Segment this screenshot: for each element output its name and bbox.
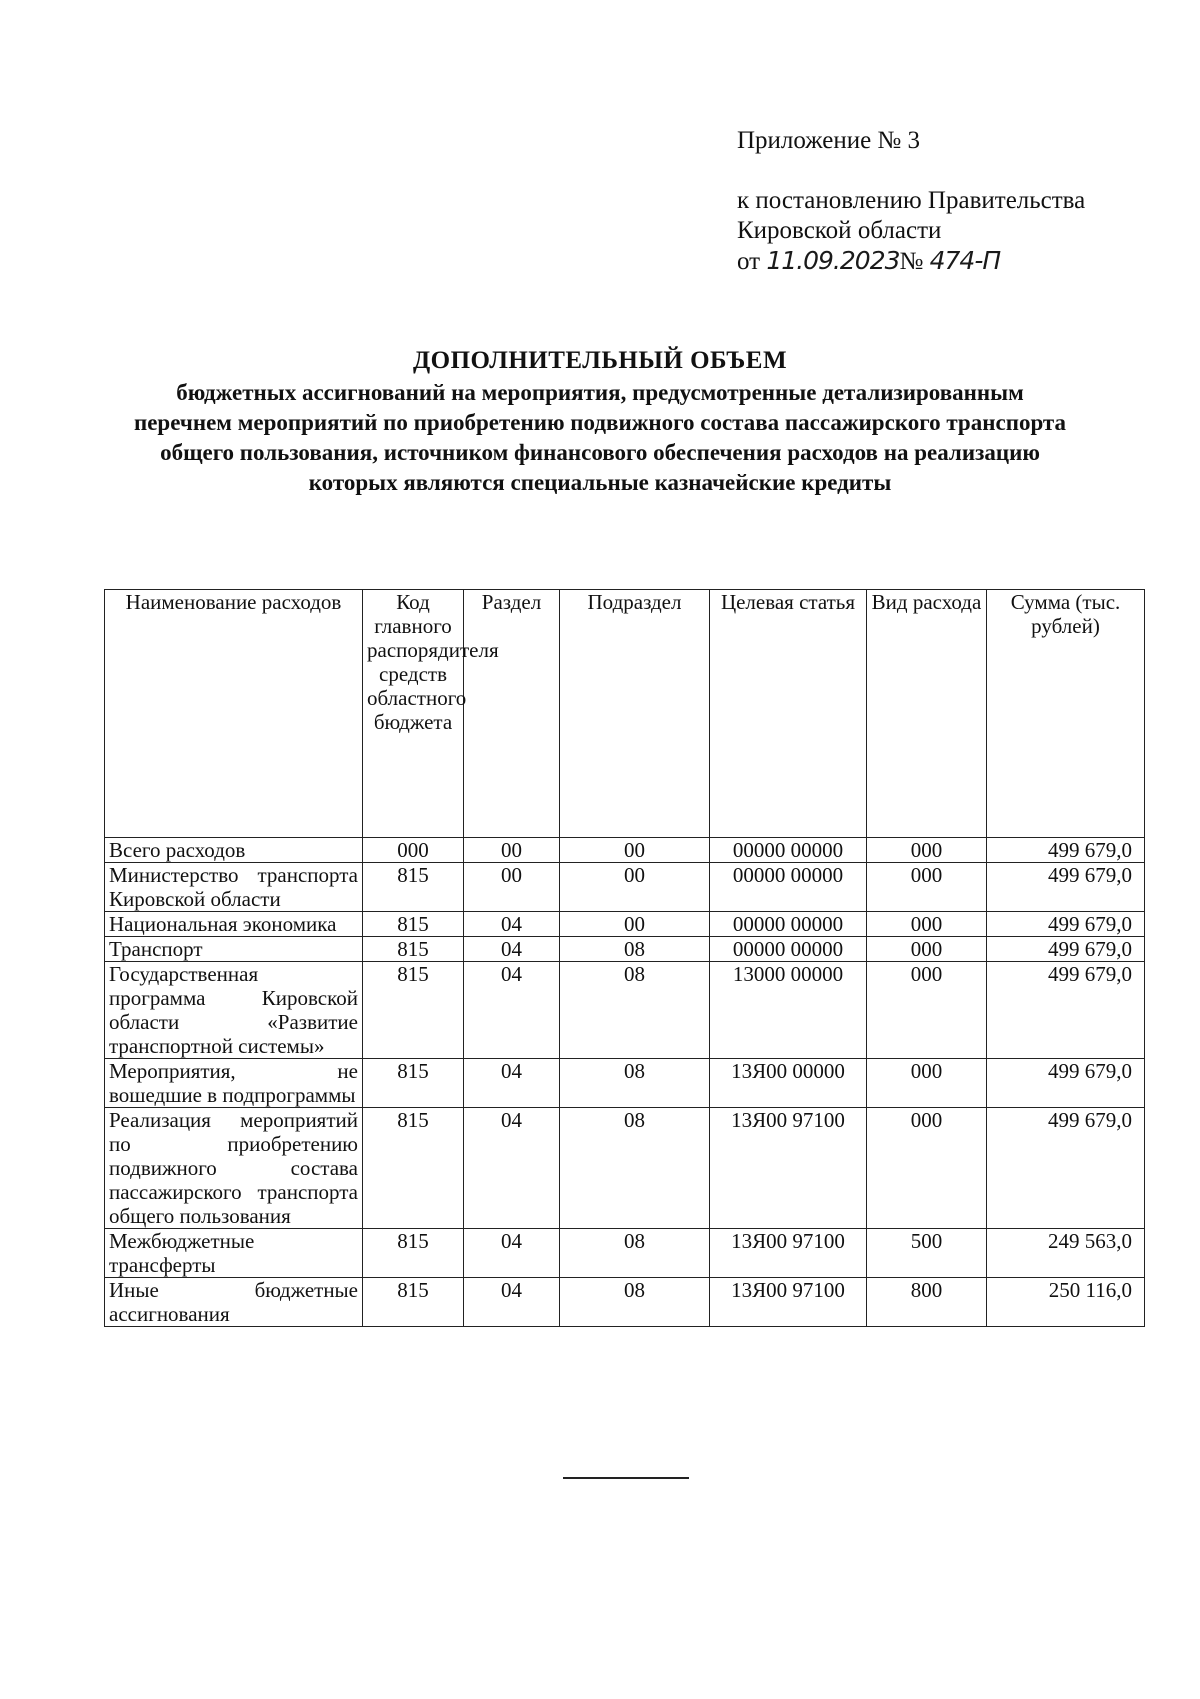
row-name: Министерство транспорта Кировской области — [105, 863, 363, 912]
row-type: 000 — [867, 937, 987, 962]
row-target: 13Я00 00000 — [710, 1059, 867, 1108]
row-section: 04 — [464, 962, 560, 1059]
table-row — [105, 1278, 1145, 1327]
document-title — [130, 346, 1070, 498]
decree-date: 11.09.2023 — [766, 246, 900, 275]
row-name: Национальная экономика — [105, 912, 363, 937]
row-code: 815 — [363, 962, 464, 1059]
row-target: 00000 00000 — [710, 937, 867, 962]
row-sum: 499 679,0 — [987, 937, 1145, 962]
budget-table — [104, 589, 1145, 1327]
row-sum: 499 679,0 — [987, 863, 1145, 912]
row-type: 500 — [867, 1229, 987, 1278]
end-divider — [563, 1477, 689, 1479]
row-subsection: 08 — [560, 1059, 710, 1108]
table-row — [105, 1059, 1145, 1108]
decree-number: 474-П — [929, 246, 1001, 275]
row-type: 000 — [867, 962, 987, 1059]
row-section: 04 — [464, 937, 560, 962]
row-name: Транспорт — [105, 937, 363, 962]
row-type: 000 — [867, 863, 987, 912]
decree-reference-line2: Кировской области — [737, 217, 942, 244]
row-name: Всего расходов — [105, 838, 363, 863]
row-name: Реализация мероприятий по приобретению подвижного состава пассажирского транспорта общего пользования — [105, 1108, 363, 1229]
header-code: Код главного распорядителя средств областного бюджета — [363, 590, 464, 838]
row-type: 000 — [867, 912, 987, 937]
row-sum: 499 679,0 — [987, 912, 1145, 937]
appendix-number: Приложение № 3 — [737, 127, 921, 154]
row-type: 000 — [867, 838, 987, 863]
table-header-row — [105, 590, 1145, 838]
row-code: 815 — [363, 1278, 464, 1327]
row-code: 815 — [363, 1108, 464, 1229]
attachment-block — [737, 126, 1085, 277]
decree-date-line — [737, 246, 1085, 277]
row-target: 13000 00000 — [710, 962, 867, 1059]
row-sum: 499 679,0 — [987, 1108, 1145, 1229]
row-sum: 249 563,0 — [987, 1229, 1145, 1278]
row-subsection: 00 — [560, 912, 710, 937]
row-subsection: 08 — [560, 1278, 710, 1327]
row-section: 04 — [464, 1278, 560, 1327]
header-section: Раздел — [464, 590, 560, 838]
row-name: Иные бюджетные ассигнования — [105, 1278, 363, 1327]
row-code: 815 — [363, 937, 464, 962]
row-subsection: 00 — [560, 838, 710, 863]
header-name: Наименование расходов — [105, 590, 363, 838]
header-subsection: Подраздел — [560, 590, 710, 838]
row-subsection: 00 — [560, 863, 710, 912]
row-sum: 499 679,0 — [987, 962, 1145, 1059]
row-sum: 499 679,0 — [987, 838, 1145, 863]
row-section: 00 — [464, 838, 560, 863]
row-type: 000 — [867, 1108, 987, 1229]
row-code: 815 — [363, 863, 464, 912]
row-code: 815 — [363, 912, 464, 937]
table-row — [105, 1229, 1145, 1278]
table-row — [105, 1108, 1145, 1229]
title-subtitle: бюджетных ассигнований на мероприятия, предусмотренные детализированным перечнем мероприятий по приобретению подвижного состава пассажирского транспорта общего пользования, источником финансового обеспечения расходов на реализацию которых являются специальные казначейские кредиты — [133, 380, 1067, 495]
row-section: 00 — [464, 863, 560, 912]
row-section: 04 — [464, 1059, 560, 1108]
table-row — [105, 962, 1145, 1059]
title-main: ДОПОЛНИТЕЛЬНЫЙ ОБЪЕМ — [412, 347, 788, 374]
decree-reference-line1: к постановлению Правительства — [737, 187, 1086, 214]
row-code: 000 — [363, 838, 464, 863]
row-target: 00000 00000 — [710, 863, 867, 912]
row-section: 04 — [464, 1229, 560, 1278]
row-sum: 250 116,0 — [987, 1278, 1145, 1327]
table-row — [105, 863, 1145, 912]
header-target: Целевая статья — [710, 590, 867, 838]
row-name: Мероприятия, не вошедшие в подпрограммы — [105, 1059, 363, 1108]
row-target: 00000 00000 — [710, 912, 867, 937]
date-prefix: от — [737, 248, 761, 275]
row-target: 13Я00 97100 — [710, 1229, 867, 1278]
row-section: 04 — [464, 1108, 560, 1229]
row-code: 815 — [363, 1059, 464, 1108]
table-row — [105, 937, 1145, 962]
row-subsection: 08 — [560, 1108, 710, 1229]
header-sum: Сумма (тыс. рублей) — [987, 590, 1145, 838]
number-prefix: № — [899, 248, 924, 275]
row-subsection: 08 — [560, 962, 710, 1059]
row-sum: 499 679,0 — [987, 1059, 1145, 1108]
row-section: 04 — [464, 912, 560, 937]
row-type: 800 — [867, 1278, 987, 1327]
row-name: Межбюджетные трансферты — [105, 1229, 363, 1278]
table-row — [105, 912, 1145, 937]
row-subsection: 08 — [560, 937, 710, 962]
row-name: Государственная программа Кировской области «Развитие транспортной системы» — [105, 962, 363, 1059]
row-code: 815 — [363, 1229, 464, 1278]
header-type: Вид расхода — [867, 590, 987, 838]
row-target: 13Я00 97100 — [710, 1278, 867, 1327]
row-target: 00000 00000 — [710, 838, 867, 863]
row-type: 000 — [867, 1059, 987, 1108]
row-subsection: 08 — [560, 1229, 710, 1278]
row-target: 13Я00 97100 — [710, 1108, 867, 1229]
table-row — [105, 838, 1145, 863]
